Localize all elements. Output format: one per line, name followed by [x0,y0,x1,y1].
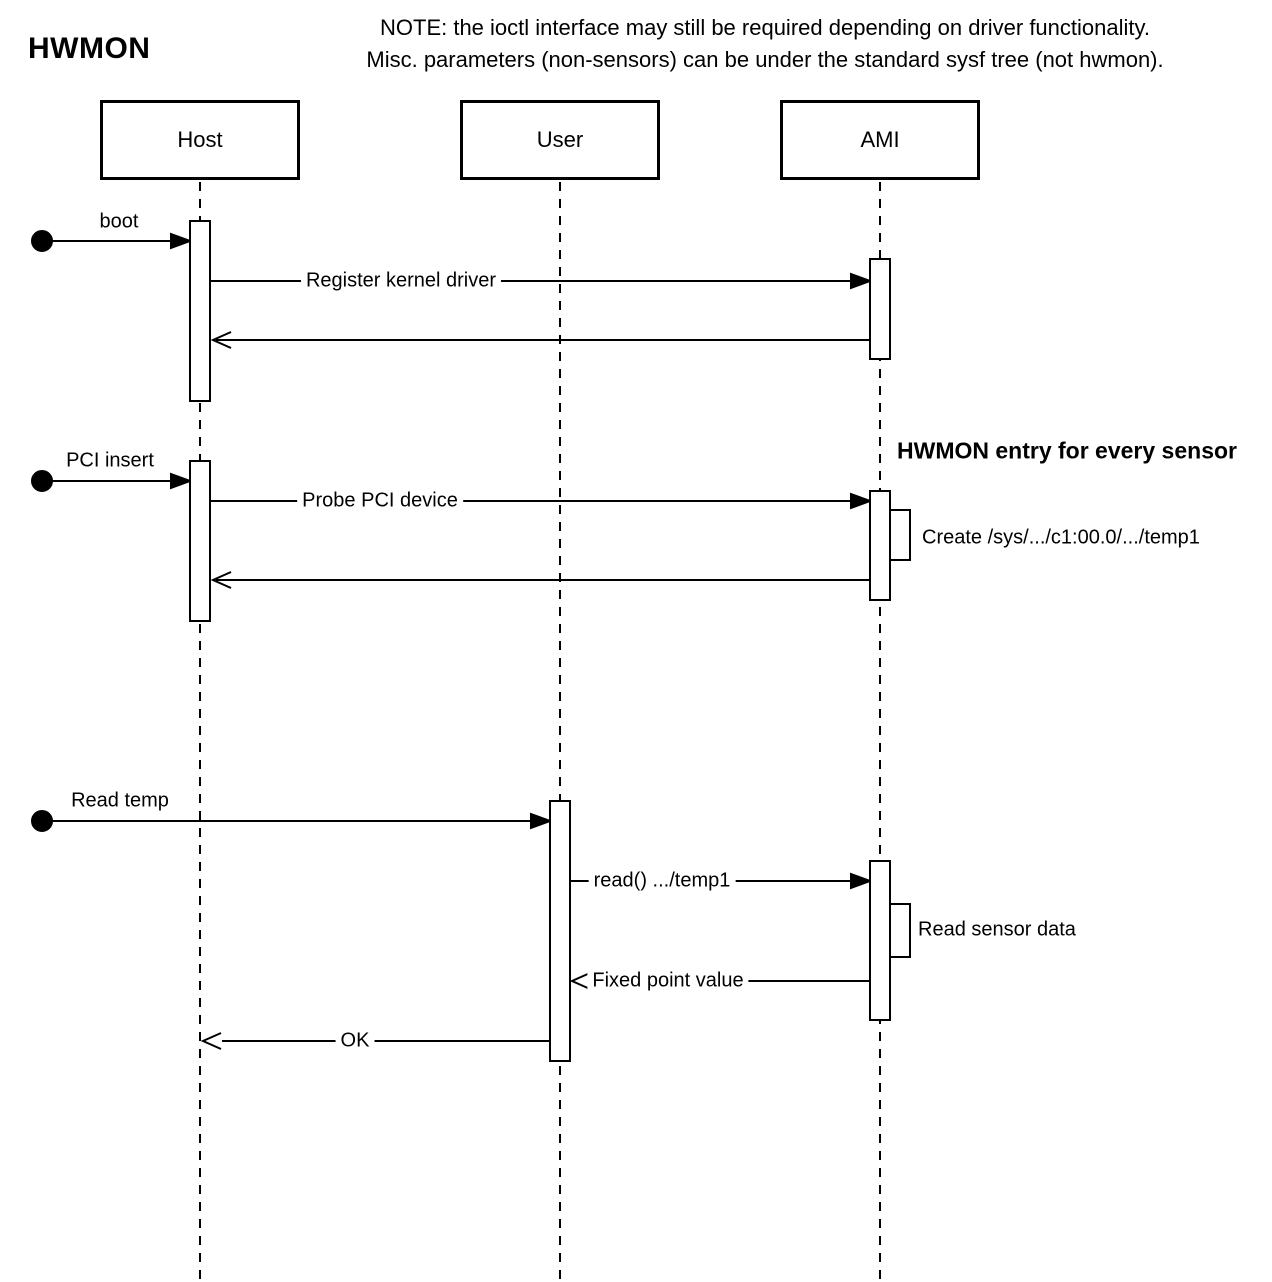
create-sysfs-annotation: Create /sys/.../c1:00.0/.../temp1 [922,526,1200,549]
read-call-label: read() .../temp1 [589,870,736,893]
read-sensor-data-annotation: Read sensor data [918,918,1076,941]
probe-pci-device-label: Probe PCI device [297,490,463,513]
actor-label-host: Host [177,127,223,152]
actor-label-user: User [536,127,584,152]
read-temp-found-circle [32,811,52,831]
ok-label: OK [336,1030,375,1053]
read-call-arrowhead [851,874,870,888]
note-line-1: NOTE: the ioctl interface may still be required depending on driver functionality. [380,15,1150,40]
probe-pci-device-arrowhead [851,494,870,508]
actor-label-ami: AMI [860,127,900,152]
ami-activation-read [869,860,891,1021]
host-activation-pci [189,460,211,622]
host-activation-boot [189,220,211,402]
ok-arrowhead [203,1033,221,1049]
boot-found-circle [32,231,52,251]
pci-insert-arrowhead [171,474,190,488]
ami-nested-activation-create [889,509,911,561]
boot-label: boot [99,210,139,233]
diagram-title: HWMON [28,32,151,65]
ami-activation-probe [869,490,891,601]
hwmon-entry-annotation: HWMON entry for every sensor [897,437,1237,464]
read-temp-label: Read temp [71,789,169,812]
register-kernel-driver-label: Register kernel driver [301,270,501,293]
actor-box-host [100,100,300,180]
note-line-2: Misc. parameters (non-sensors) can be under the standard sysf tree (not hwmon). [366,47,1164,72]
pci-insert-found-circle [32,471,52,491]
actor-box-user [460,100,660,180]
ami-activation-register [869,258,891,360]
user-activation-read [549,800,571,1062]
diagram-note [315,12,1215,76]
read-temp-arrowhead [531,814,550,828]
ami-nested-activation-sensor [889,903,911,958]
register-kernel-driver-arrowhead [851,274,870,288]
fixed-point-value-label: Fixed point value [587,970,748,993]
boot-arrowhead [171,234,190,248]
pci-insert-label: PCI insert [66,449,154,472]
actor-box-ami [780,100,980,180]
